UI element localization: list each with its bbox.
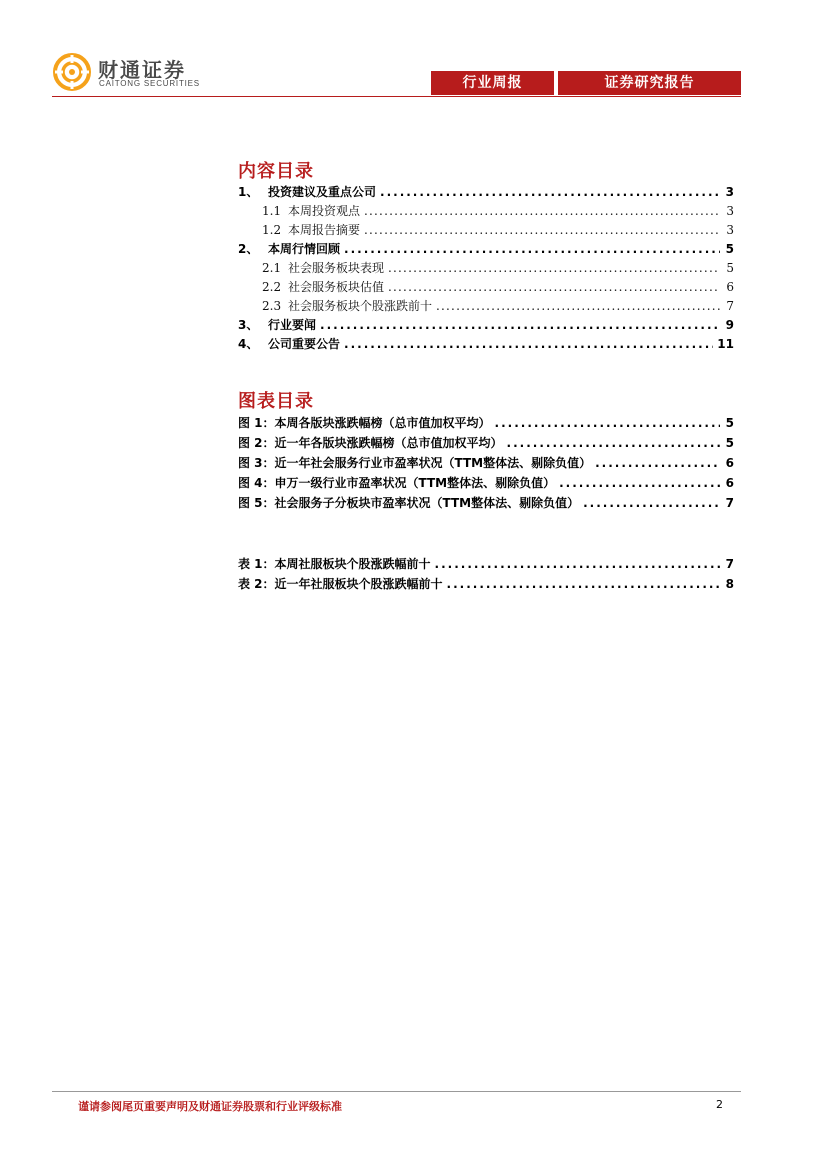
header-divider [52,96,741,97]
table-entry-page: 8 [725,577,734,591]
toc-entry-label: 本周行情回顾 [268,242,341,256]
report-category-tab: 证券研究报告 [558,71,741,95]
toc-entry[interactable] [238,335,734,354]
figure-entry-page: 6 [725,456,734,470]
figure-entry-label: 图 3：近一年社会服务行业市盈率状况（TTM整体法、剔除负值） [238,456,592,470]
toc-entry-label: 社会服务板块个股涨跌前十 [288,299,433,313]
toc-entry-label: 公司重要公告 [268,337,341,351]
toc-entry-label: 投资建议及重点公司 [268,185,377,199]
company-logo [52,52,212,92]
figure-entry-label: 图 1：本周各版块涨跌幅榜（总市值加权平均） [238,416,491,430]
caitong-logo-icon [52,52,92,92]
toc-entry-label: 本周报告摘要 [288,223,361,237]
toc-leader-dots [595,456,720,470]
toc-leader-dots [388,280,720,294]
figure-entry-page: 7 [725,496,734,510]
toc-entry-page: 6 [726,280,734,294]
figure-entry-page: 5 [725,436,734,450]
toc-entry[interactable] [238,202,734,221]
toc-entry[interactable] [238,278,734,297]
figure-entry[interactable] [238,474,734,493]
logo-english-name: CAITONG SECURITIES [99,79,200,88]
toc-entry-number: 3、 [238,318,259,332]
table-entry[interactable] [238,555,734,574]
toc-entry-page: 9 [725,318,734,332]
toc-entry-page: 3 [726,223,734,237]
toc-entry-label: 本周投资观点 [288,204,361,218]
toc-leader-dots [320,318,720,332]
toc-leader-dots [388,261,720,275]
toc-entry[interactable] [238,183,734,202]
toc-entry-number: 1.2 [262,223,282,237]
toc-entry[interactable] [238,221,734,240]
table-entry-label: 表 1：本周社服板块个股涨跌幅前十 [238,557,431,571]
toc-entry-page: 5 [726,261,734,275]
figure-entry-label: 图 5：社会服务子分板块市盈率状况（TTM整体法、剔除负值） [238,496,580,510]
toc-entry-number: 1.1 [262,204,282,218]
figure-entry-page: 5 [725,416,734,430]
figures-list-title: 图表目录 [238,391,314,412]
toc-entry-page: 5 [725,242,734,256]
toc-entry-number: 4、 [238,337,259,351]
toc-leader-dots [507,436,720,450]
figure-entry[interactable] [238,414,734,433]
table-entry-label: 表 2：近一年社服板块个股涨跌幅前十 [238,577,443,591]
toc-entry-label: 社会服务板块表现 [288,261,385,275]
toc-entry-number: 2.1 [262,261,282,275]
figure-entry[interactable] [238,494,734,513]
figure-entry-page: 6 [725,476,734,490]
toc-entry[interactable] [238,240,734,259]
toc-title: 内容目录 [238,161,314,182]
toc-entry-page: 7 [726,299,734,313]
toc-entry[interactable] [238,259,734,278]
toc-leader-dots [436,299,720,313]
toc-leader-dots [435,557,720,571]
toc-leader-dots [583,496,720,510]
table-entry-page: 7 [725,557,734,571]
toc-entry-number: 2.2 [262,280,282,294]
figure-entry-label: 图 2：近一年各版块涨跌幅榜（总市值加权平均） [238,436,503,450]
toc-leader-dots [380,185,720,199]
toc-entry-number: 2.3 [262,299,282,313]
table-entry[interactable] [238,575,734,594]
toc-leader-dots [447,577,720,591]
toc-entry[interactable] [238,297,734,316]
toc-leader-dots [344,242,720,256]
report-type-tab: 行业周报 [431,71,554,95]
toc-leader-dots [364,204,720,218]
toc-entry[interactable] [238,316,734,335]
toc-entry-number: 1、 [238,185,259,199]
toc-entry-label: 行业要闻 [268,318,317,332]
logo-chinese-name: 财通证券 [98,58,186,82]
toc-entry-page: 3 [726,204,734,218]
figure-entry[interactable] [238,454,734,473]
figure-entry-label: 图 4：申万一级行业市盈率状况（TTM整体法、剔除负值） [238,476,556,490]
page-number: 2 [716,1098,723,1111]
toc-leader-dots [495,416,720,430]
toc-leader-dots [344,337,713,351]
footer-divider [52,1091,741,1092]
footer-disclaimer: 谨请参阅尾页重要声明及财通证券股票和行业评级标准 [78,1100,342,1113]
toc-entry-page: 11 [717,337,734,351]
toc-entry-number: 2、 [238,242,259,256]
toc-leader-dots [364,223,720,237]
toc-leader-dots [559,476,720,490]
toc-entry-page: 3 [725,185,734,199]
figure-entry[interactable] [238,434,734,453]
page-header [0,0,827,100]
toc-entry-label: 社会服务板块估值 [288,280,385,294]
